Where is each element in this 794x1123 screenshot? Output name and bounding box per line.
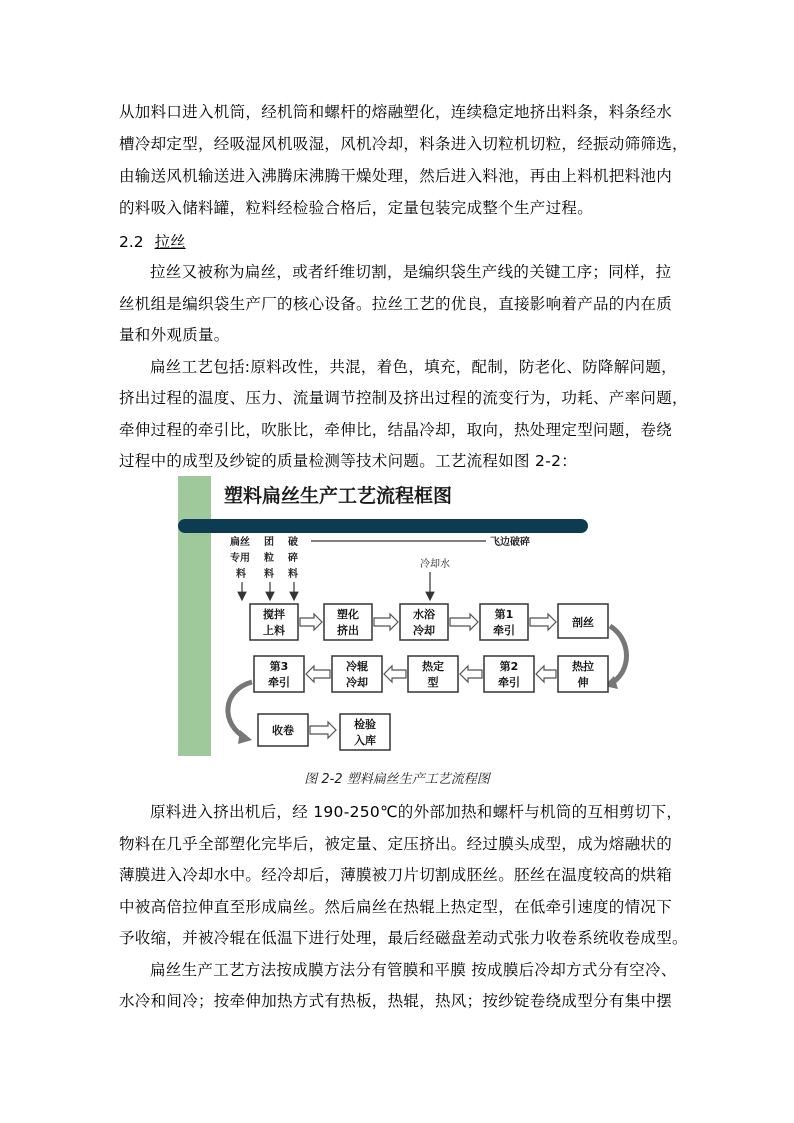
process-flow-diagram [178, 476, 632, 756]
cooling-water-label: 冷却水 [420, 559, 450, 570]
input-2-line-2: 粒 [264, 553, 274, 564]
figure-caption: 图 2-2 塑料扁丝生产工艺流程图 [304, 772, 490, 787]
para2-line-2: 丝机组是编织袋生产厂的核心设备。拉丝工艺的优良，直接影响着产品的内在质 [119, 295, 673, 313]
para3-line-1: 扁丝工艺包括:原料改性，共混，着色，填充，配制，防老化、防降解问题， [150, 358, 677, 376]
box-inspect-store-l2: 入库 [354, 734, 376, 747]
box-winding-l1: 收卷 [272, 724, 294, 737]
box-inspect-store-l1: 检验 [354, 718, 376, 731]
para4-line-4: 中被高倍拉伸直至形成扁丝。然后扁丝在热辊上热定型，在低牵引速度的情况下 [119, 898, 673, 916]
box-water-cooling-l1: 水浴 [413, 608, 435, 621]
input-3-line-2: 碎 [288, 553, 298, 564]
box-second-draw-l1: 第2 [499, 660, 519, 673]
para2-line-3: 量和外观质量。 [119, 326, 230, 344]
para1-line-1: 从加料口进入机筒，经机筒和螺杆的熔融塑化，连续稳定地挤出料条，料条经水 [119, 103, 673, 121]
box-first-draw-l2: 牵引 [493, 624, 515, 637]
input-1-line-3: 料 [236, 569, 246, 580]
box-cold-roll-l1: 冷辊 [346, 660, 368, 673]
para1-line-2: 槽冷却定型，经吸湿风机吸湿，风机冷却，料条进入切粒机切粒，经振动筛筛选， [119, 135, 688, 153]
input-2-line-1: 团 [264, 537, 274, 548]
box-cold-roll-l2: 冷却 [346, 676, 368, 689]
para3-line-2: 挤出过程的温度、压力、流量调节控制及挤出过程的流变行为，功耗、产率问题， [119, 389, 688, 407]
box-heat-set-l1: 热定 [422, 660, 444, 673]
para4-line-3: 薄膜进入冷却水中。经冷却后，薄膜被刀片切割成胚丝。胚丝在温度较高的烘箱 [119, 866, 673, 884]
input-1-line-2: 专用 [230, 553, 250, 564]
section-title: 拉丝 [154, 233, 186, 251]
box-hot-stretch-l2: 伸 [577, 676, 589, 689]
para3-line-3: 牵伸过程的牵引比，吹胀比，牵伸比，结晶冷却，取向，热处理定型问题，卷绕 [119, 421, 673, 439]
para3-line-4: 过程中的成型及纱锭的质量检测等技术问题。工艺流程如图 2-2： [119, 452, 578, 470]
box-plasticize-extrude-l2: 挤出 [337, 624, 359, 637]
box-third-draw-l2: 牵引 [268, 676, 290, 689]
box-water-cooling-l2: 冷却 [413, 624, 435, 637]
box-stir-feed-l1: 搅拌 [263, 608, 285, 621]
input-3-line-1: 破 [288, 537, 298, 548]
para4-line-5: 予收缩，并被冷辊在低温下进行处理，最后经磁盘差动式张力收卷系统收卷成型。 [119, 929, 688, 947]
input-3-line-3: 料 [288, 569, 298, 580]
box-first-draw-l1: 第1 [494, 608, 514, 621]
box-second-draw-l2: 牵引 [498, 676, 520, 689]
box-stir-feed-l2: 上料 [263, 624, 285, 637]
para5-line-2: 水冷和间冷；按牵伸加热方式有热板，热辊，热风；按纱锭卷绕成型分有集中摆 [119, 992, 673, 1010]
input-labels [230, 535, 298, 580]
figure-band [178, 519, 588, 533]
scrap-crush-label: 飞边破碎 [490, 537, 530, 548]
box-plasticize-extrude-l1: 塑化 [337, 608, 359, 621]
para2-line-1: 拉丝又被称为扁丝，或者纤维切割，是编织袋生产线的关键工序；同样，拉 [150, 263, 672, 281]
para5-line-1: 扁丝生产工艺方法按成膜方法分有管膜和平膜 按成膜后冷却方式分有空冷、 [150, 961, 677, 979]
section-number: 2.2 [119, 233, 144, 251]
box-heat-set-l2: 型 [427, 676, 439, 689]
para4-line-1: 原料进入挤出机后，经 190-250℃的外部加热和螺杆与机筒的互相剪切下， [150, 803, 683, 821]
figure-title: 塑料扁丝生产工艺流程框图 [224, 485, 453, 507]
para1-line-3: 由输送风机输送进入沸腾床沸腾干燥处理，然后进入料池，再由上料机把料池内 [119, 167, 673, 185]
input-2-line-3: 料 [264, 569, 274, 580]
section-heading [119, 230, 186, 252]
para4-line-2: 物料在几乎全部塑化完毕后，被定量、定压挤出。经过膜头成型，成为熔融状的 [119, 835, 673, 853]
input-1-line-1: 扁丝 [230, 537, 250, 548]
figure-sidebar [178, 476, 211, 756]
box-slitting-l1: 剖丝 [572, 616, 594, 629]
box-third-draw-l1: 第3 [269, 660, 289, 673]
box-hot-stretch-l1: 热拉 [572, 660, 594, 673]
para1-line-4: 的料吸入储料罐，粒料经检验合格后，定量包装完成整个生产过程。 [119, 199, 594, 217]
